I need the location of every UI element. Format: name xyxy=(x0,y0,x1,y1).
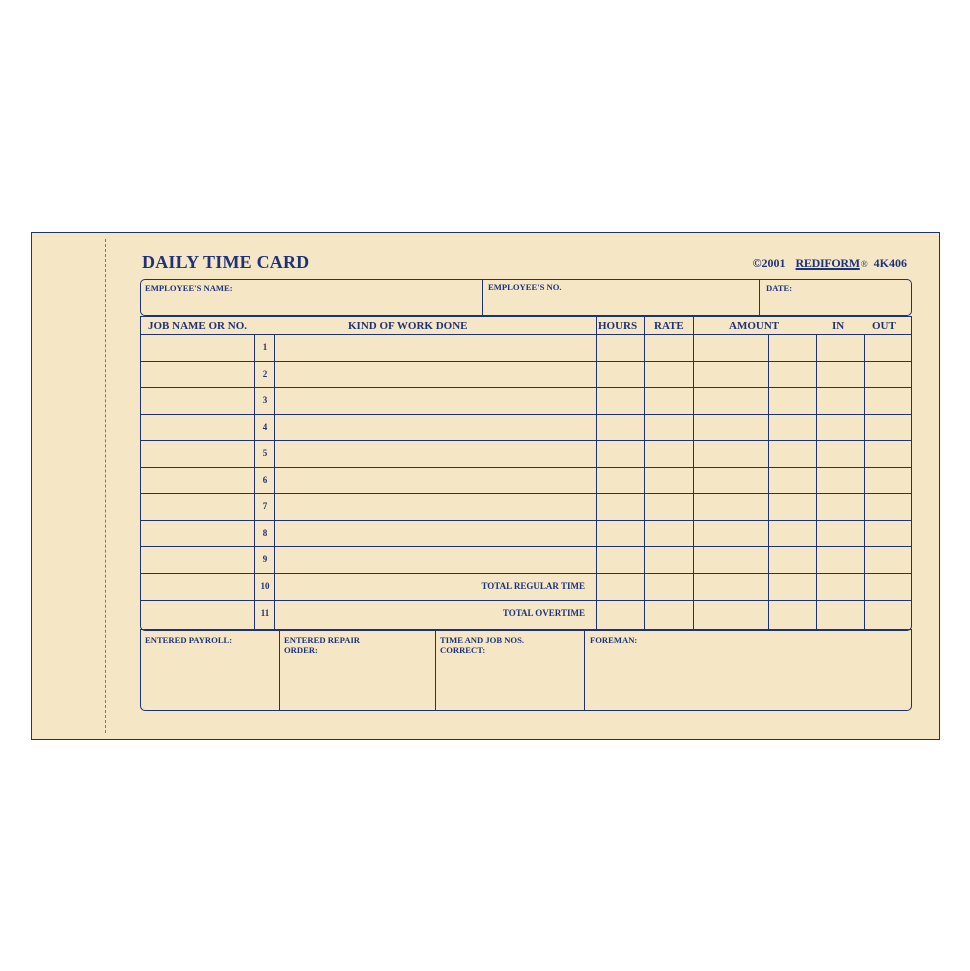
perforation-line xyxy=(105,239,106,733)
approval-box xyxy=(140,629,912,711)
row-number: 5 xyxy=(262,448,268,458)
row-number: 7 xyxy=(262,501,268,511)
header-out: OUT xyxy=(872,320,896,332)
work-table xyxy=(140,316,912,631)
time-job-correct-field-line2: CORRECT: xyxy=(440,645,486,655)
card-title: DAILY TIME CARD xyxy=(142,252,310,272)
time-card xyxy=(31,232,940,740)
employee-info-box xyxy=(140,279,912,316)
row-number: 3 xyxy=(262,395,268,405)
header-rate: RATE xyxy=(654,320,684,332)
form-meta xyxy=(753,256,907,271)
header-hours: HOURS xyxy=(598,320,638,332)
date-field[interactable]: DATE: xyxy=(766,283,793,293)
entered-repair-field-line2: ORDER: xyxy=(284,645,318,655)
row-number: 11 xyxy=(260,608,270,618)
row-number: 2 xyxy=(262,369,268,379)
header-job-name: JOB NAME OR NO. xyxy=(148,320,247,332)
row-number: 9 xyxy=(262,554,268,564)
row-number: 4 xyxy=(262,422,268,432)
total-regular-time-label: TOTAL REGULAR TIME xyxy=(481,581,585,591)
row-number: 6 xyxy=(262,475,268,485)
header-in: IN xyxy=(832,320,845,332)
entered-payroll-field[interactable]: ENTERED PAYROLL: xyxy=(145,635,233,645)
total-overtime-label: TOTAL OVERTIME xyxy=(502,608,585,618)
brand-logo: REDIFORM xyxy=(795,256,860,270)
copyright: ©2001 xyxy=(752,256,786,270)
row-number: 10 xyxy=(260,581,270,591)
time-job-correct-field[interactable]: TIME AND JOB NOS. xyxy=(440,635,525,645)
foreman-field[interactable]: FOREMAN: xyxy=(590,635,638,645)
form-number: 4K406 xyxy=(873,256,907,270)
employee-number-field[interactable]: EMPLOYEE'S NO. xyxy=(488,282,562,292)
header-amount: AMOUNT xyxy=(729,320,780,332)
header-kind-of-work: KIND OF WORK DONE xyxy=(348,320,468,332)
row-number: 8 xyxy=(262,528,268,538)
row-number: 1 xyxy=(262,342,268,352)
entered-repair-field[interactable]: ENTERED REPAIR xyxy=(284,635,361,645)
employee-name-field[interactable]: EMPLOYEE'S NAME: xyxy=(145,283,233,293)
registered-mark: ® xyxy=(860,259,868,269)
